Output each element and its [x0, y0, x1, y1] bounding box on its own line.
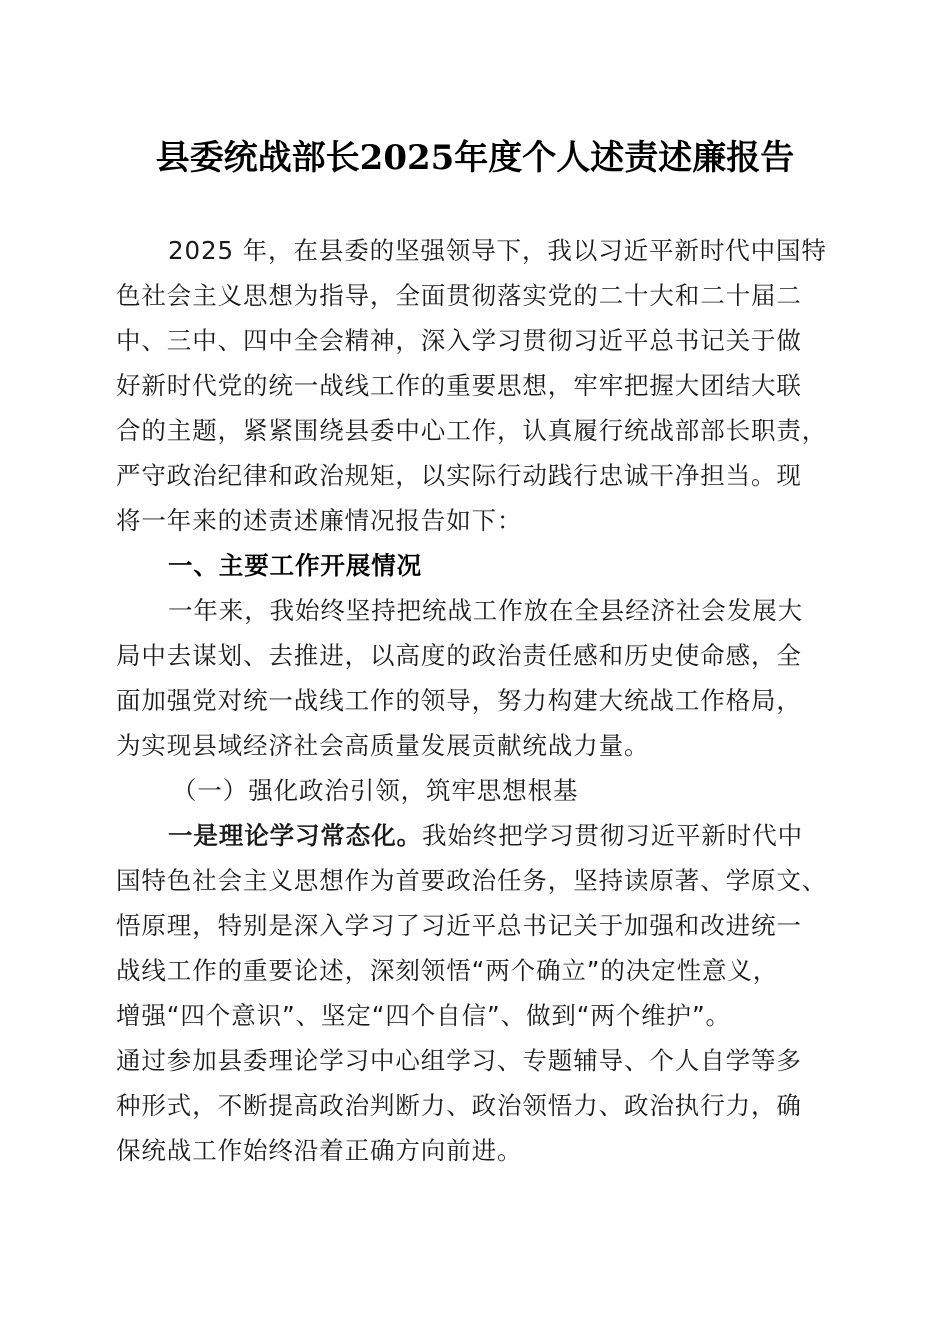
text-line: 战线工作的重要论述，深刻领悟“两个确立”的决定性意义，	[116, 956, 779, 985]
document-body	[116, 228, 836, 1173]
text-line: 色社会主义思想为指导，全面贯彻落实党的二十大和二十届二	[116, 281, 802, 310]
text-line: 面加强党对统一战线工作的领导，努力构建大统战工作格局，	[116, 686, 802, 715]
text-line: 种形式，不断提高政治判断力、政治领悟力、政治执行力，确	[116, 1091, 802, 1120]
text-line: 通过参加县委理论学习中心组学习、专题辅导、个人自学等多	[116, 1046, 802, 1075]
text-line: 合的主题，紧紧围绕县委中心工作，认真履行统战部部长职责，	[116, 416, 828, 445]
text-line: 国特色社会主义思想作为首要政治任务，坚持读原著、学原文、	[116, 866, 828, 895]
subsection-heading: （一）强化政治引领，筑牢思想根基	[172, 776, 579, 805]
text-line: 2025 年，在县委的坚强领导下，我以习近平新时代中国特	[168, 236, 827, 265]
section-heading: 一、主要工作开展情况	[168, 551, 422, 580]
text-line: 增强“四个意识”、坚定“四个自信”、做到“两个维护”。	[116, 1001, 731, 1030]
text-line: 将一年来的述责述廉情况报告如下：	[116, 506, 523, 535]
text-line: 保统战工作始终沿着正确方向前进。	[116, 1136, 523, 1165]
text-line: 为实现县域经济社会高质量发展贡献统战力量。	[116, 731, 650, 760]
text-line: 好新时代党的统一战线工作的重要思想，牢牢把握大团结大联	[116, 371, 802, 400]
lead-phrase: 一是理论学习常态化。	[168, 821, 422, 850]
text-line: 中、三中、四中全会精神，深入学习贯彻习近平总书记关于做	[116, 326, 802, 355]
text-line: 严守政治纪律和政治规矩，以实际行动践行忠诚干净担当。现	[116, 461, 802, 490]
text-span: 我始终把学习贯彻习近平新时代中	[422, 821, 803, 850]
intro-paragraph	[116, 228, 836, 543]
text-line: 一年来，我始终坚持把统战工作放在全县经济社会发展大	[168, 596, 803, 625]
text-line: 悟原理，特别是深入学习了习近平总书记关于加强和改进统一	[116, 911, 802, 940]
text-line	[116, 813, 836, 858]
theory-study-paragraph	[116, 813, 836, 1173]
document-title: 县委统战部长2025年度个人述责述廉报告	[155, 138, 795, 178]
text-line: 局中去谋划、去推进，以高度的政治责任感和历史使命感，全	[116, 641, 802, 670]
overview-paragraph	[116, 588, 836, 768]
